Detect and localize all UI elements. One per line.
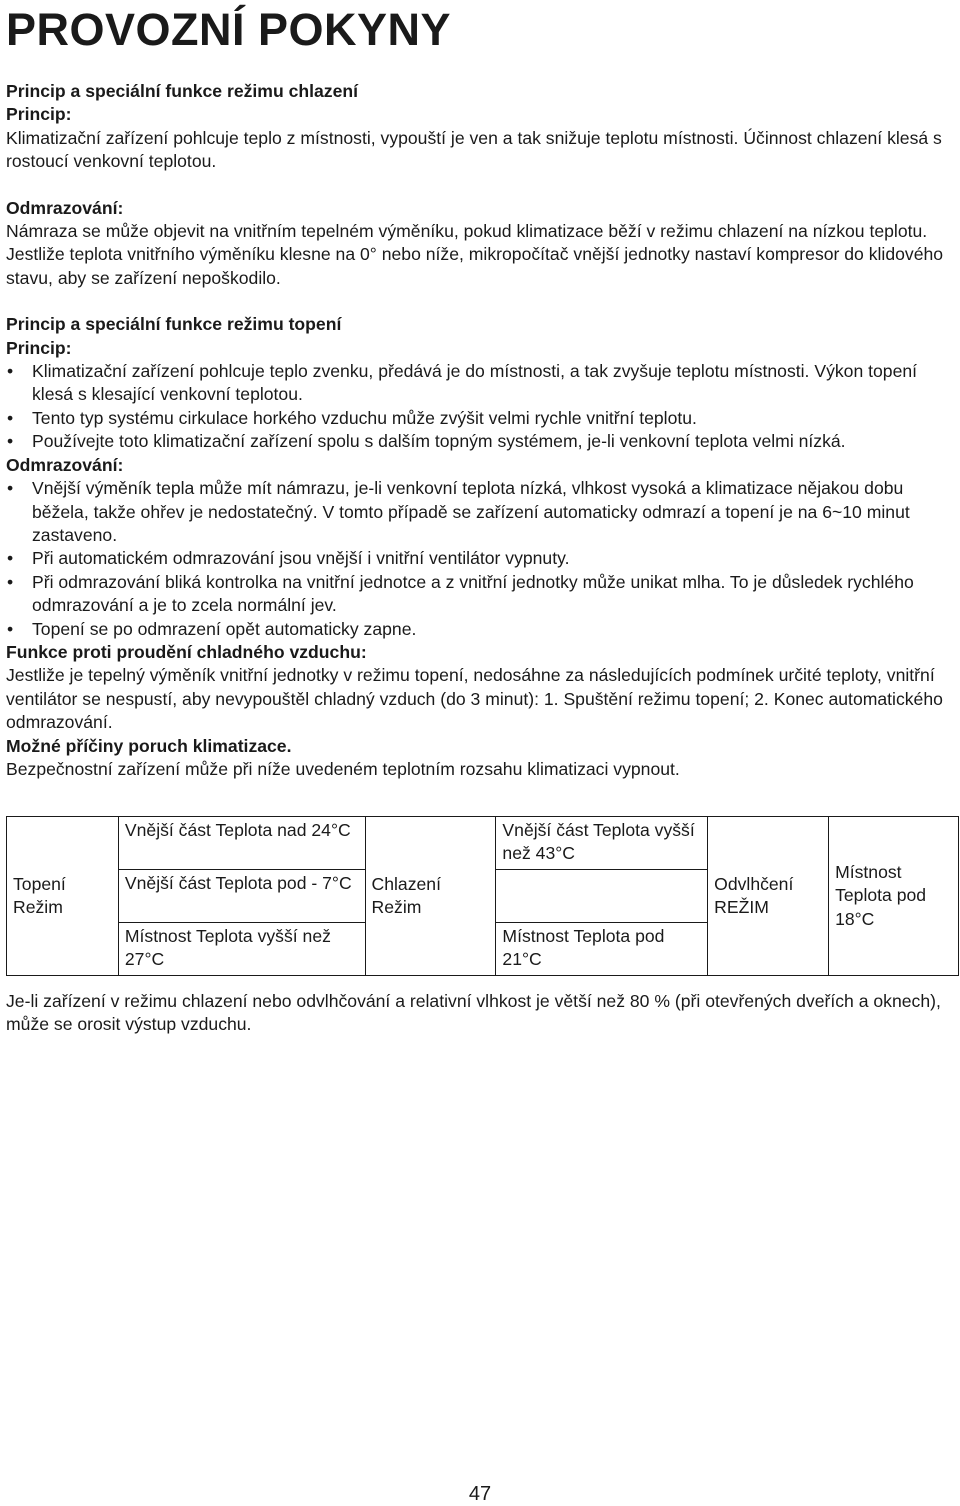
cooling-mode-cell: Chlazení Režim [365, 817, 496, 976]
list-item: • Při automatickém odmrazování jsou vnější i vnitřní ventilátor vypnuty. [6, 547, 958, 570]
dehum-condition-cell: Místnost Teplota pod 18°C [829, 817, 959, 976]
list-item: • Používejte toto klimatizační zařízení spolu s dalším topným systémem, je-li venkovní teplota velmi nízká. [6, 430, 958, 453]
heating-mode-cell: Topení Režim [7, 817, 119, 976]
faults-heading: Možné příčiny poruch klimatizace. [6, 735, 292, 756]
heating-condition-cell: Vnější část Teplota pod - 7°C [118, 870, 365, 923]
dehum-mode-cell: Odvlhčení REŽIM [708, 817, 829, 976]
cooling-defrost-label: Odmrazování: [6, 197, 124, 218]
heating-defrost-list [6, 477, 958, 641]
heating-principle-list [6, 360, 958, 454]
spacer [6, 290, 958, 313]
cooling-condition-cell: Vnější část Teplota vyšší než 43°C [496, 817, 708, 870]
page-title: PROVOZNÍ POKYNY [6, 4, 452, 55]
cooling-condition-cell: Místnost Teplota pod 21°C [496, 923, 708, 976]
humidity-note: Je-li zařízení v režimu chlazení nebo odvlhčování a relativní vlhkost je větší než 80 % (při otevřených dveřích a oknech), může se orosit výstup vzduchu. [6, 991, 941, 1035]
page-number: 47 [468, 1483, 492, 1505]
table-row [7, 817, 959, 870]
cooling-principle-text: Klimatizační zařízení pohlcuje teplo z místnosti, vypouští je ven a tak snižuje teplotu místnosti. Účinnost chlazení klesá s rostoucí venkovní teplotou. [6, 127, 942, 172]
heating-condition-cell: Vnější část Teplota nad 24°C [118, 817, 365, 870]
spacer [6, 174, 958, 197]
list-item: • Klimatizační zařízení pohlcuje teplo zvenku, předává je do místnosti, a tak zvyšuje teplotu místnosti. Výkon topení klesá s klesající venkovní teplotou. [6, 360, 958, 407]
cooling-principle-label: Princip: [6, 104, 72, 125]
anticold-text: Jestliže je tepelný výměník vnitřní jednotky v režimu topení, nedosáhne za následujících podmínek určité teploty, vnitřní ventilátor se nespustí, aby nevypouštěl chladný vzduch (do 3 minut): 1. Spuštění režimu topení; 2. Konec automatického odmrazování. [6, 665, 943, 733]
list-item: • Při odmrazování bliká kontrolka na vnitřní jednotce a z vnitřní jednotky může unikat mlha. To je důsledek rychlého odmrazování a je to zcela normální jev. [6, 571, 958, 618]
cooling-defrost-text-1: Námraza se může objevit na vnitřním tepelném výměníku, pokud klimatizace běží v režimu chlazení na nízkou teplotu. [6, 221, 928, 242]
heating-heading: Princip a speciální funkce režimu topení [6, 314, 342, 335]
cooling-heading: Princip a speciální funkce režimu chlazení [6, 81, 358, 101]
list-item: • Topení se po odmrazení opět automaticky zapne. [6, 618, 958, 641]
heating-principle-label: Princip: [6, 337, 72, 358]
cooling-defrost-text-2: Jestliže teplota vnitřního výměníku klesne na 0° nebo níže, mikropočítač vnější jednotky nastaví kompresor do klidového stavu, aby se zařízení nepoškodilo. [6, 244, 944, 288]
list-item: • Tento typ systému cirkulace horkého vzduchu může zvýšit velmi rychle vnitřní teplotu. [6, 407, 958, 430]
heating-defrost-label: Odmrazování: [6, 454, 124, 475]
faults-intro: Bezpečnostní zařízení může při níže uvedeném teplotním rozsahu klimatizaci vypnout. [6, 758, 680, 779]
heating-condition-cell: Místnost Teplota vyšší než 27°C [118, 923, 365, 976]
protection-table [6, 816, 959, 976]
anticold-label: Funkce proti proudění chladného vzduchu: [6, 641, 367, 662]
list-item: • Vnější výměník tepla může mít námrazu, je-li venkovní teplota nízká, vlhkost vysoká a klimatizace nějakou dobu běžela, takže ohřev je nedostatečný. V tomto případě se zařízení automaticky odmrazí a topení je na 6~10 minut zastaveno. [6, 477, 958, 547]
cooling-condition-cell [496, 870, 708, 923]
main-content [6, 80, 958, 781]
